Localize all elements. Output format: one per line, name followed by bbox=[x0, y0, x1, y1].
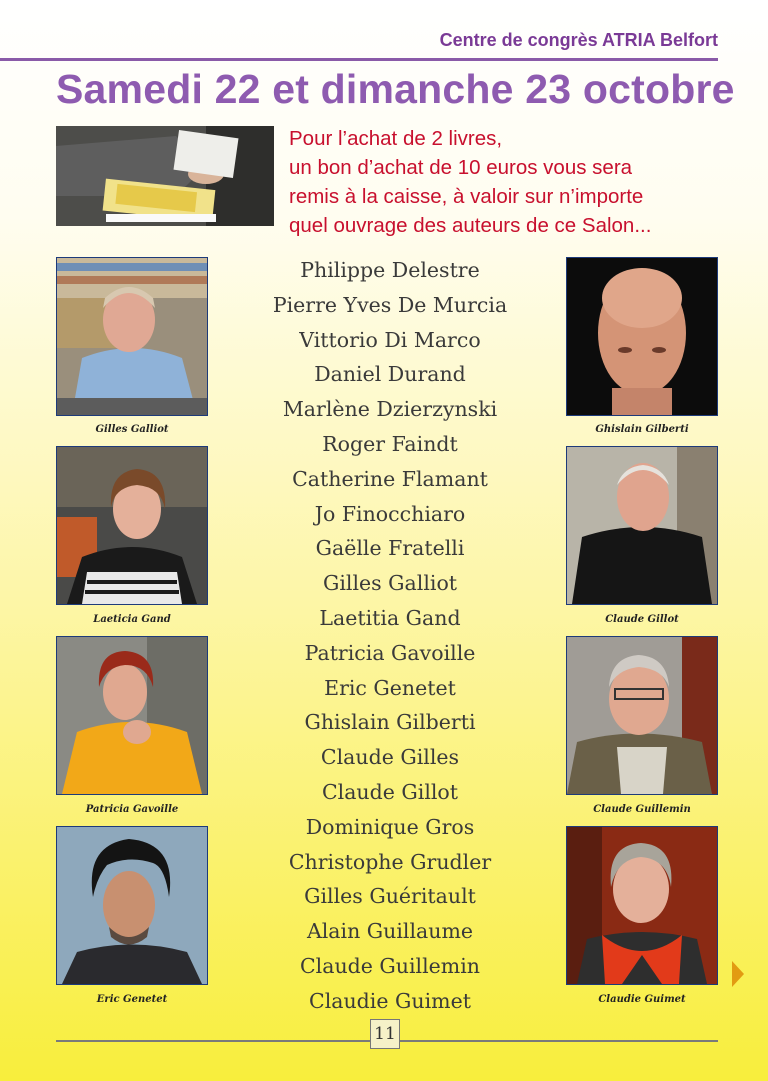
top-divider bbox=[0, 58, 718, 61]
author-name: Claude Gillot bbox=[321, 779, 459, 804]
photo-caption: Eric Genetet bbox=[96, 994, 168, 1005]
author-photo-laeticia-gand bbox=[56, 446, 208, 605]
author-list bbox=[240, 253, 540, 1019]
author-name: Marlène Dzierzynski bbox=[282, 397, 498, 422]
author-photo-claude-gillot bbox=[566, 446, 718, 605]
author-photo-patricia-gavoille bbox=[56, 636, 208, 795]
book-signing-photo bbox=[56, 126, 274, 226]
photo-caption: Claudie Guimet bbox=[598, 994, 686, 1005]
author-photo-claude-guillemin bbox=[566, 636, 718, 795]
promo-line: Pour l’achat de 2 livres, bbox=[289, 127, 503, 150]
photo-caption: Ghislain Gilberti bbox=[595, 424, 689, 435]
promo-line: quel ouvrage des auteurs de ce Salon... bbox=[289, 214, 652, 237]
author-photo-eric-genetet bbox=[56, 826, 208, 985]
author-name: Claudie Guimet bbox=[309, 988, 471, 1013]
photo-caption: Gilles Galliot bbox=[95, 424, 169, 435]
photo-caption: Patricia Gavoille bbox=[85, 804, 179, 815]
author-name: Christophe Grudler bbox=[288, 849, 492, 874]
author-photo-ghislain-gilberti bbox=[566, 257, 718, 416]
author-name: Daniel Durand bbox=[314, 362, 466, 387]
author-name: Jo Finocchiaro bbox=[314, 501, 466, 526]
author-name: Claude Guillemin bbox=[299, 953, 480, 978]
photo-caption: Claude Guillemin bbox=[593, 804, 691, 815]
author-name: Gilles Galliot bbox=[322, 571, 458, 596]
author-name: Philippe Delestre bbox=[300, 258, 480, 282]
author-name: Catherine Flamant bbox=[292, 466, 488, 491]
author-name: Alain Guillaume bbox=[306, 919, 474, 944]
author-name: Laetitia Gand bbox=[319, 605, 461, 630]
author-name: Patricia Gavoille bbox=[304, 640, 476, 665]
event-dates-title: Samedi 22 et dimanche 23 octobre bbox=[56, 66, 735, 112]
author-photo-claudie-guimet bbox=[566, 826, 718, 985]
venue-heading: Centre de congrès ATRIA Belfort bbox=[439, 30, 718, 50]
author-name: Claude Gilles bbox=[320, 745, 460, 770]
author-photo-gilles-galliot bbox=[56, 257, 208, 416]
author-name: Ghislain Gilberti bbox=[304, 710, 476, 735]
promo-line: un bon d’achat de 10 euros vous sera bbox=[289, 156, 633, 179]
next-page-arrow-icon[interactable] bbox=[732, 961, 744, 987]
promo-text bbox=[289, 124, 729, 240]
photo-caption: Laeticia Gand bbox=[93, 614, 171, 625]
author-name: Roger Faindt bbox=[322, 431, 458, 456]
author-name: Eric Genetet bbox=[324, 675, 456, 700]
author-name: Pierre Yves De Murcia bbox=[272, 292, 508, 317]
photo-caption: Claude Gillot bbox=[605, 614, 679, 625]
author-name: Gilles Guéritault bbox=[304, 884, 476, 909]
author-name: Dominique Gros bbox=[305, 814, 475, 839]
promo-line: remis à la caisse, à valoir sur n’importe bbox=[289, 185, 644, 208]
page-number: 11 bbox=[370, 1019, 400, 1049]
author-name: Gaëlle Fratelli bbox=[315, 536, 465, 561]
author-name: Vittorio Di Marco bbox=[299, 327, 481, 352]
